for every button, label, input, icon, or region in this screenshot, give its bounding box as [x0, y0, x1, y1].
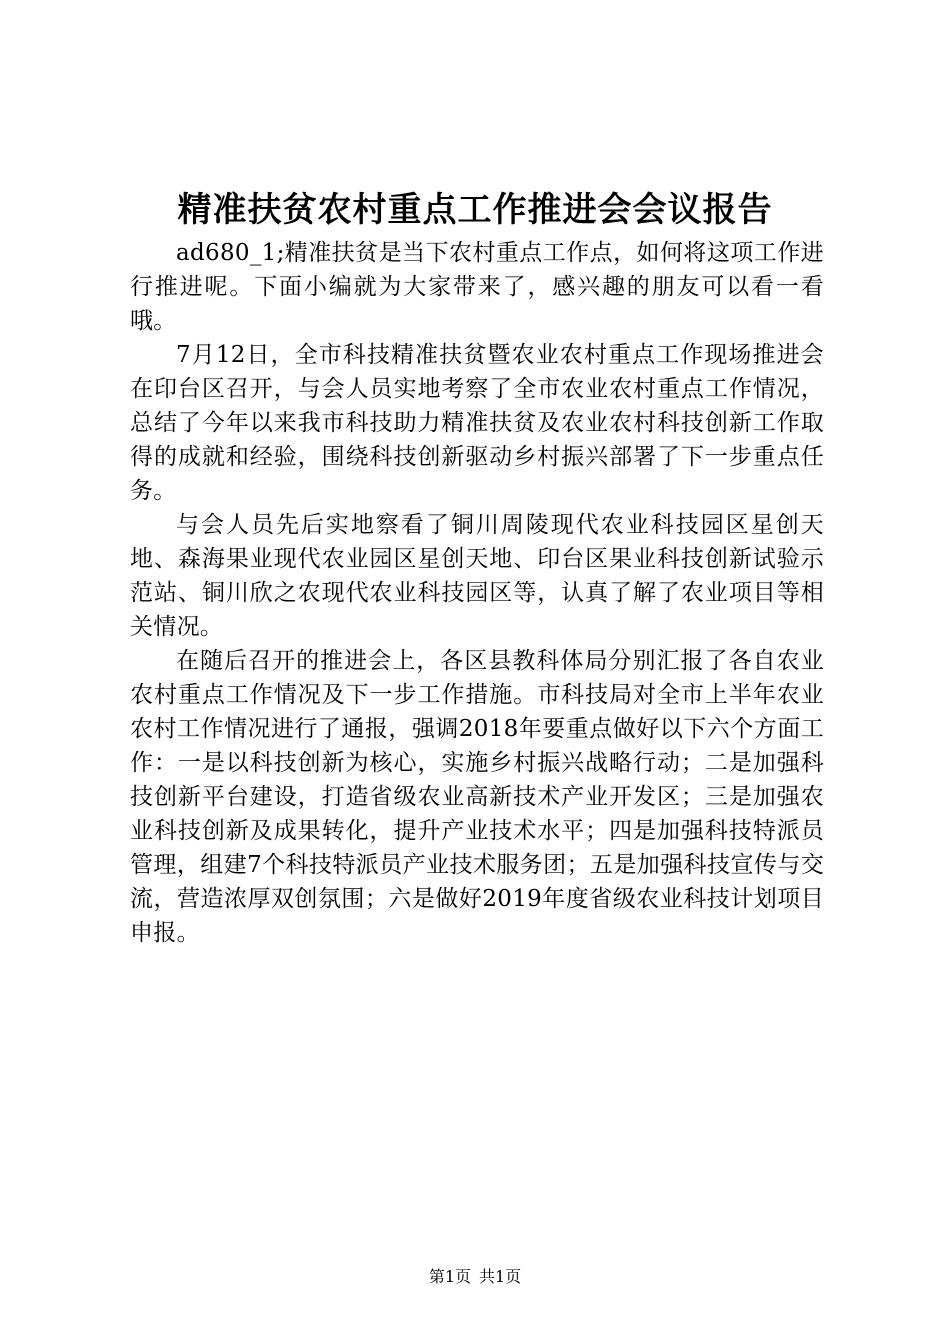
paragraph-tasks: 在随后召开的推进会上，各区县教科体局分别汇报了各自农业农村重点工作情况及下一步工作措施。市科技局对全市上半年农业农村工作情况进行了通报，强调2018年要重点做好以下六个方面工作：一是以科技创新为核心，实施乡村振兴战略行动；二是加强科技创新平台建设，打造省级农业高新技术产业开发区；三是加强农业科技创新及成果转化，提升产业技术水平；四是加强科技特派员管理，组建7个科技特派员产业技术服务团；五是加强科技宣传与交流，营造浓厚双创氛围；六是做好2019年度省级农业科技计划项目申报。 — [130, 648, 824, 946]
page-total: 共1页 — [479, 1267, 522, 1286]
paragraph-intro: ad680_1;精准扶贫是当下农村重点工作点，如何将这项工作进行推进呢。下面小编就为大家带来了，感兴趣的朋友可以看一看哦。 — [130, 240, 824, 334]
paragraph-meeting: 7月12日，全市科技精准扶贫暨农业农村重点工作现场推进会在印台区召开，与会人员实地考察了全市农业农村重点工作情况，总结了今年以来我市科技助力精准扶贫及农业农村科技创新工作取得的成就和经验，围绕科技创新驱动乡村振兴部署了下一步重点任务。 — [130, 342, 824, 504]
document-body — [130, 236, 824, 950]
page-footer — [0, 1266, 950, 1288]
paragraph-site-visit: 与会人员先后实地察看了铜川周陵现代农业科技园区星创天地、森海果业现代农业园区星创天地、印台区果业科技创新试验示范站、铜川欣之农现代农业科技园区等，认真了解了农业项目等相关情况。 — [130, 512, 824, 640]
page-number: 第1页 — [428, 1267, 471, 1286]
document-title: 精准扶贫农村重点工作推进会会议报告 — [177, 190, 773, 230]
